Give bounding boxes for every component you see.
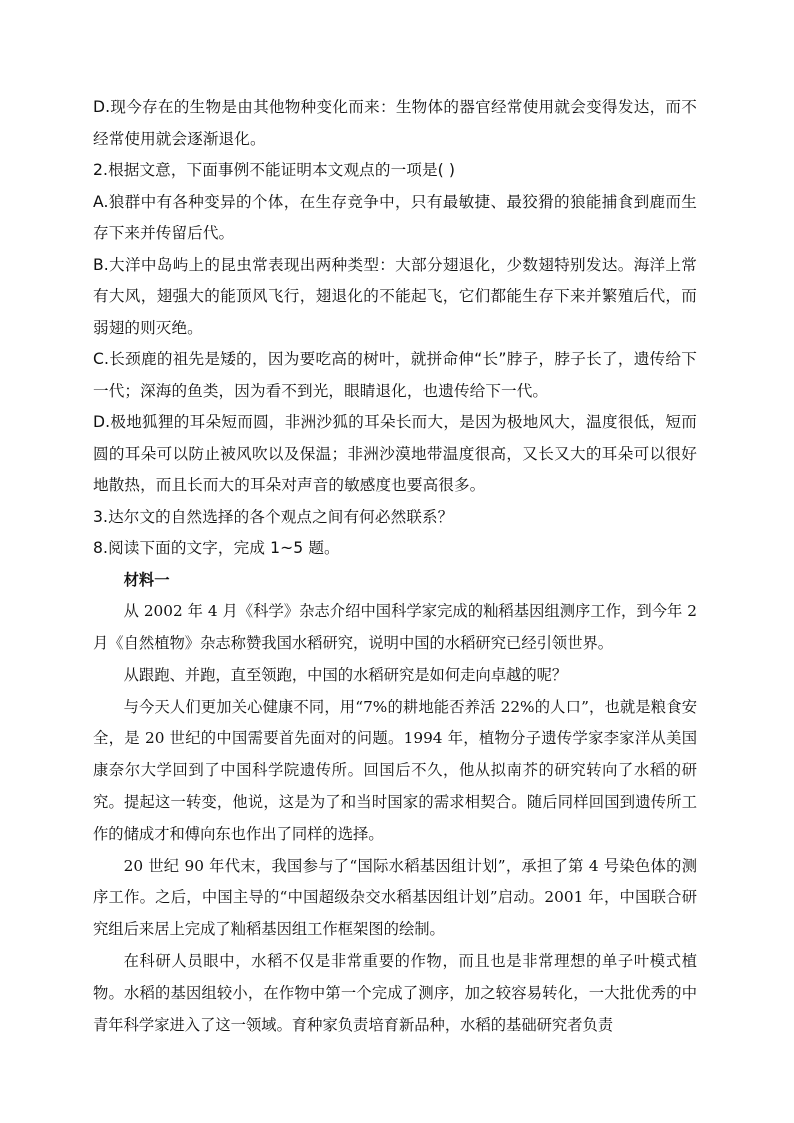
q2-stem: 2.根据文意，下面事例不能证明本文观点的一项是( ) [93, 161, 456, 179]
material-paragraph: 从 2002 年 4 月《科学》杂志介绍中国科学家完成的籼稻基因组测序工作，到今年 2 月《自然植物》杂志称赞我国水稻研究，说明中国的水稻研究已经引领世界。 [93, 602, 697, 653]
q2-option-b: B.大洋中岛屿上的昆虫常表现出两种类型：大部分翅退化，少数翅特别发达。海洋上常有大风，翅强大的能顶风飞行，翅退化的不能起飞，它们都能生存下来并繁殖后代，而弱翅的则灭绝。 [93, 255, 697, 337]
material-paragraph: 在科研人员眼中，水稻不仅是非常重要的作物，而且也是非常理想的单子叶模式植物。水稻的基因组较小，在作物中第一个完成了测序，加之较容易转化，一大批优秀的中青年科学家进入了这一领域。育种家负责培育新品种，水稻的基础研究者负责 [93, 952, 697, 1034]
material-title: 材料一 [123, 570, 170, 589]
q2-option-c: C.长颈鹿的祖先是矮的，因为要吃高的树叶，就拼命伸“长”脖子，脖子长了，遗传给下一代；深海的鱼类，因为看不到光，眼睛退化，也遗传给下一代。 [93, 350, 697, 400]
material-paragraph: 20 世纪 90 年代末，我国参与了“国际水稻基因组计划”，承担了第 4 号染色体的测序工作。之后，中国主导的“中国超级杂交水稻基因组计划”启动。2001 年，中国联合研究组后来居上完成了籼稻基因组工作框架图的绘制。 [93, 856, 697, 939]
q2-option-d: D.极地狐狸的耳朵短而圆，非洲沙狐的耳朵长而大，是因为极地风大，温度很低，短而圆的耳朵可以防止被风吹以及保温；非洲沙漠地带温度很高，又长又大的耳朵可以很好地散热，而且长而大的耳朵对声音的敏感度也要高很多。 [93, 413, 697, 494]
q2-option-a: A.狼群中有各种变异的个体，在生存竞争中，只有最敏捷、最狡猾的狼能捕食到鹿而生存下来并传留后代。 [93, 192, 697, 242]
material-paragraph: 与今天人们更加关心健康不同，用“7%的耕地能否养活 22%的人口”，也就是粮食安全，是 20 世纪的中国需要首先面对的问题。1994 年，植物分子遗传学家李家洋从美国康奈尔大学回到了中国科学院遗传所。回国后不久，他从拟南芥的研究转向了水稻的研究。提起这一转变，他说，这是为了和当时国家的需求相契合。随后同样回国到遗传所工作的储成才和傅向东也作出了同样的选择。 [93, 697, 697, 843]
q8-stem: 8.阅读下面的文字，完成 1~5 题。 [93, 539, 340, 557]
q1-option-d: D.现今存在的生物是由其他物种变化而来：生物体的器官经常使用就会变得发达，而不经常使用就会逐渐退化。 [93, 98, 697, 148]
q3-stem: 3.达尔文的自然选择的各个观点之间有何必然联系？ [93, 507, 454, 526]
material-paragraph: 从跟跑、并跑，直至领跑，中国的水稻研究是如何走向卓越的呢？ [123, 665, 568, 684]
document-page [93, 92, 697, 1041]
